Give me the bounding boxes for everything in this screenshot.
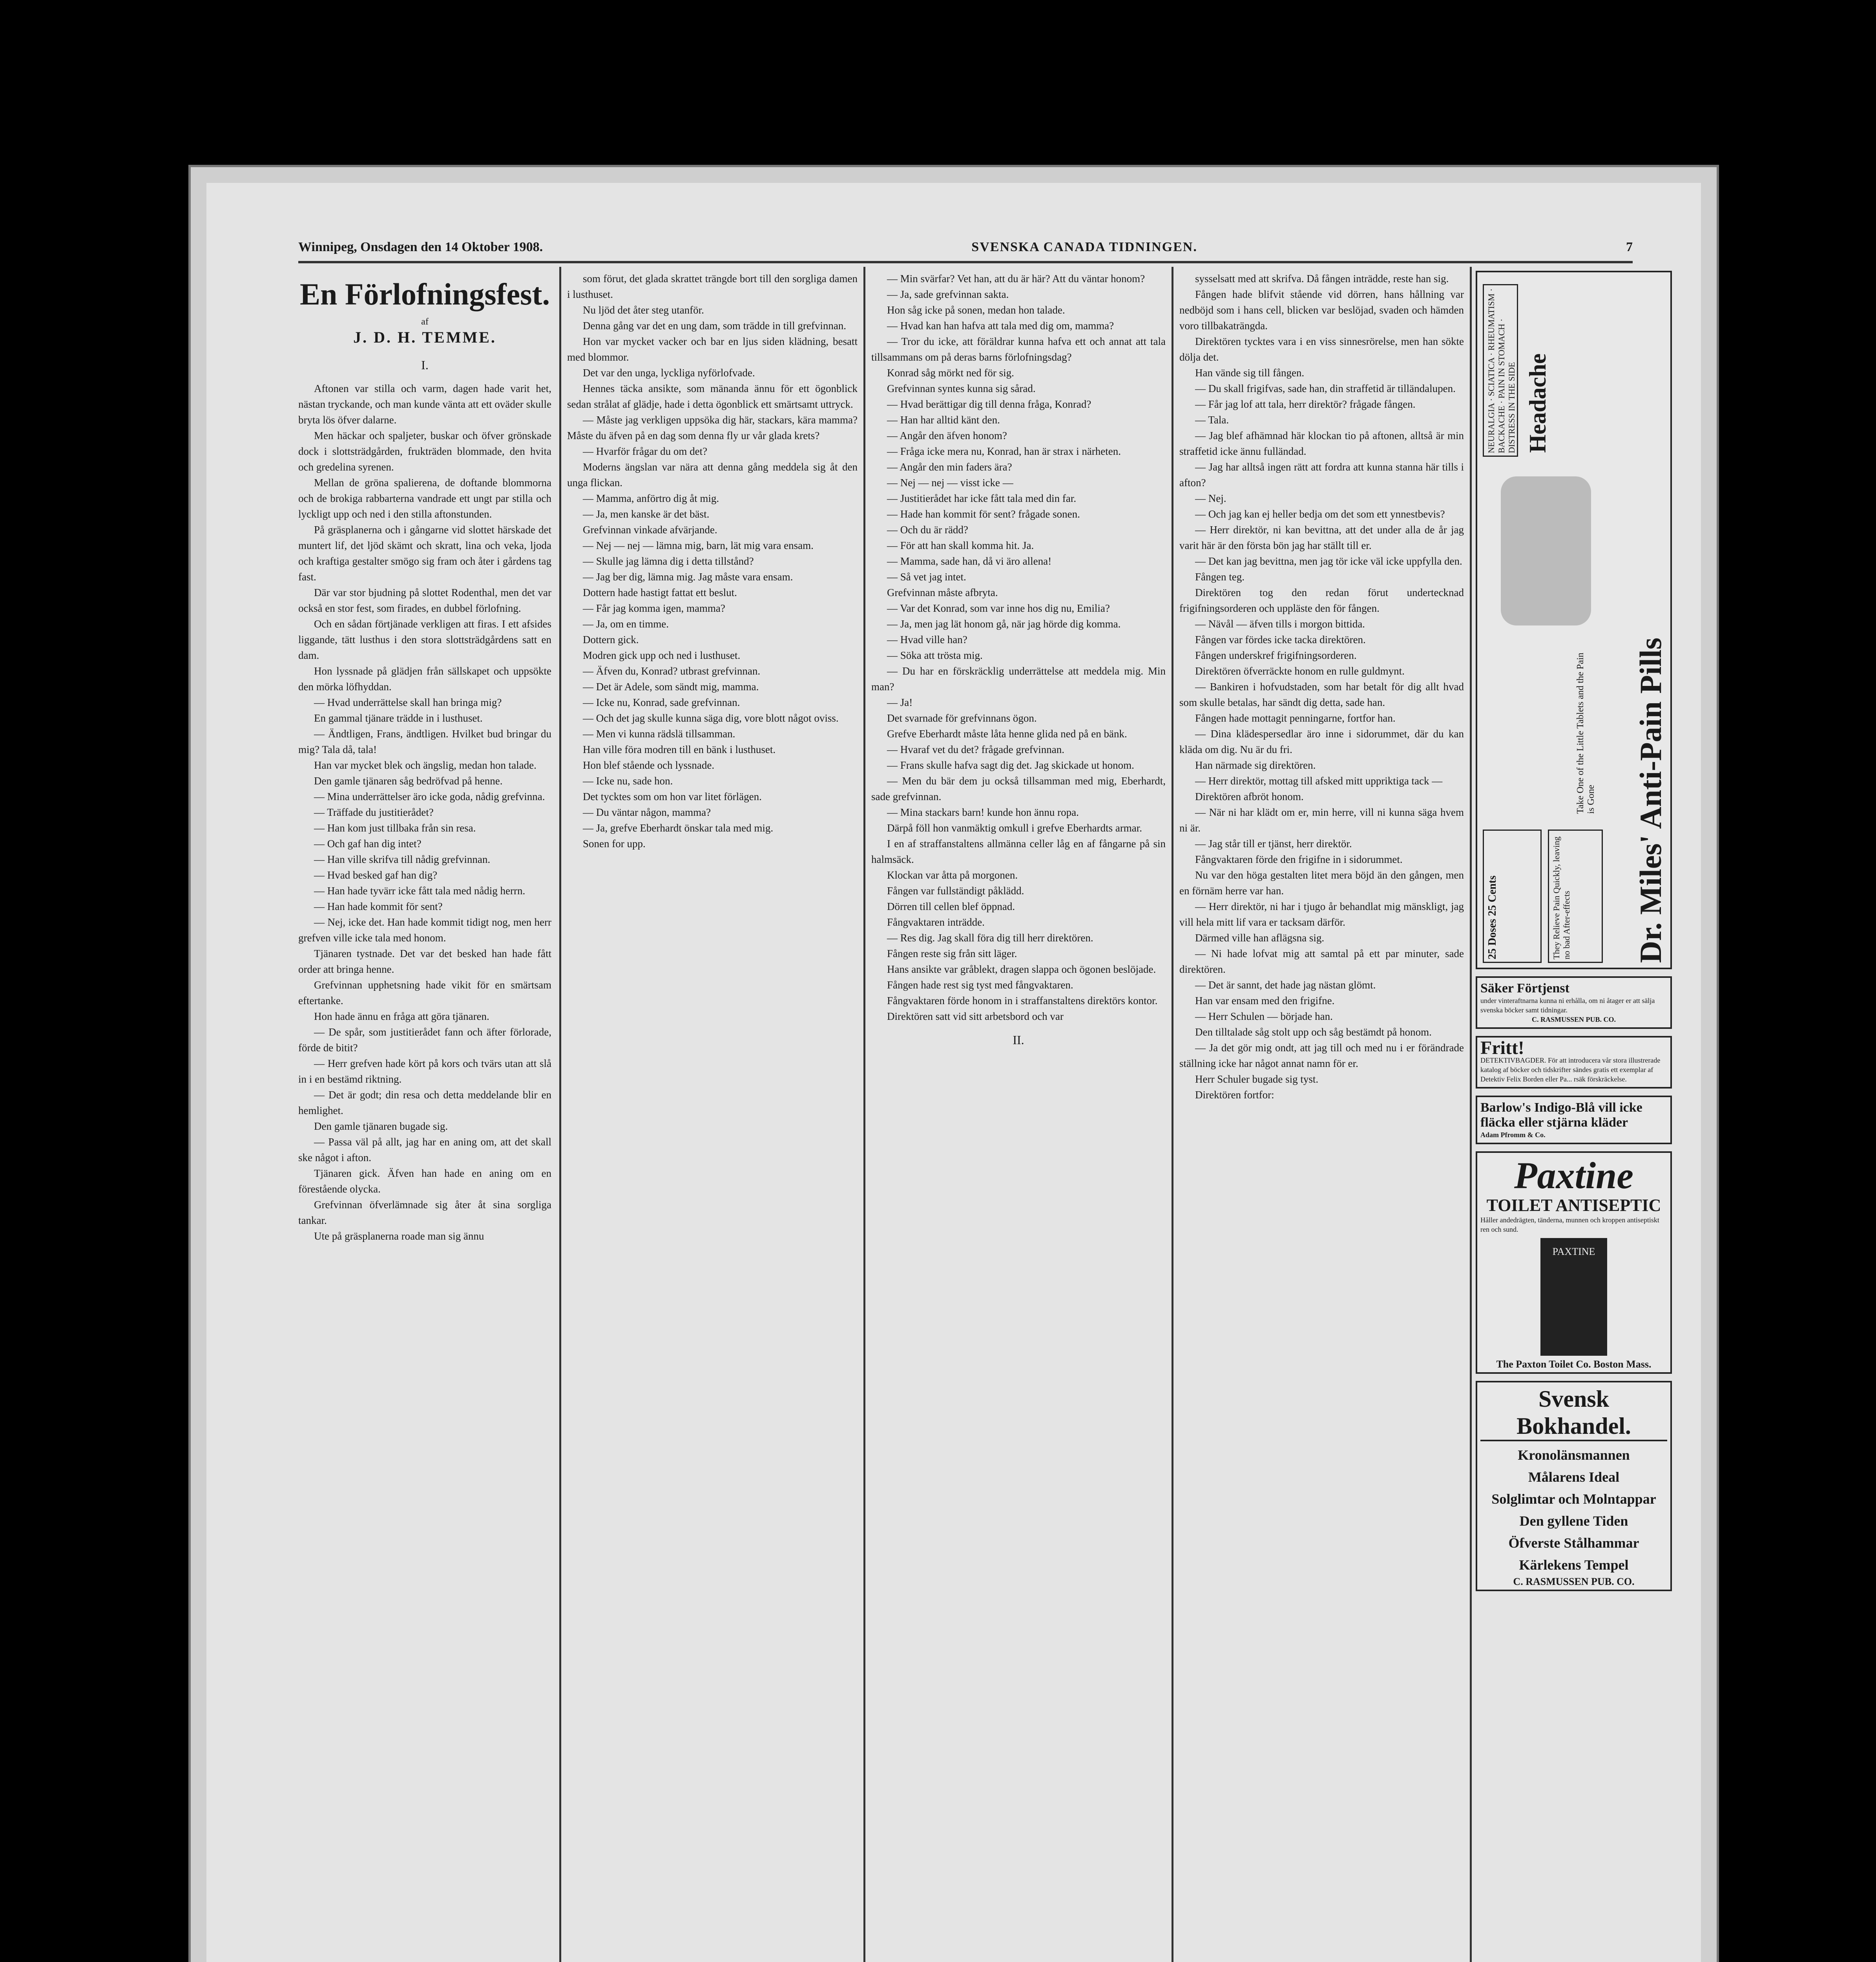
paragraph: Hennes täcka ansikte, som mänanda ännu för ett ögonblick sedan strålat af glädje, hade i detta ögonblick ett smärtsamt uttryck. [567, 383, 858, 410]
paragraph: Grefvinnan vinkade afvärjande. [583, 524, 717, 536]
paragraph: — Herr direktör, ni kan bevittna, att det under alla de år jag varit här är den första bön jag har ställt till er. [1179, 524, 1464, 551]
paragraph: Direktören tycktes vara i en viss sinnesrörelse, men han sökte dölja det. [1179, 336, 1464, 363]
paragraph: — Hvad ville han? [887, 634, 967, 645]
paragraph: — Herr direktör, mottag till afsked mitt uppriktiga tack — [1195, 775, 1443, 787]
paragraph: Direktören satt vid sitt arbetsbord och var [887, 1010, 1064, 1022]
paragraph: — Ja! [887, 697, 913, 708]
paragraph: — Han hade kommit för sent? [314, 901, 443, 912]
paxtine-ad [1476, 1151, 1672, 1374]
saker-fortjenst-ad [1476, 976, 1672, 1029]
paragraph: — Hvad underrättelse skall han bringa mig? [314, 697, 502, 708]
paragraph: Den tilltalade såg stolt upp och såg bestämdt på honom. [1195, 1026, 1432, 1038]
book-title: Målarens Ideal [1528, 1469, 1620, 1485]
paragraph: — Hvarför frågar du om det? [583, 445, 708, 457]
paragraph: Hon blef stående och lyssnade. [583, 759, 715, 771]
paragraph: — Angår den äfven honom? [887, 430, 1007, 441]
miles-brand: Dr. Miles' Anti-Pain Pills [1633, 637, 1668, 963]
paragraph: Hon var mycket vacker och bar en ljus siden klädning, besatt med blommor. [567, 336, 858, 363]
paragraph: En gammal tjänare trädde in i lusthuset. [314, 712, 483, 724]
paragraph: — Herr direktör, ni har i tjugo år behandlat mig mänskligt, jag vill hela mitt lif vara er tacksam därför. [1179, 901, 1464, 928]
hand-holding-box-illustration [1501, 476, 1591, 625]
paragraph: Hon lyssnade på glädjen från sällskapet och uppsökte den mörka löfhyddan. [298, 665, 551, 693]
column-text [871, 271, 1166, 1024]
paragraph: — Men vi kunna rädslä tillsamman. [583, 728, 735, 740]
book-title: Den gyllene Tiden [1519, 1513, 1628, 1529]
ad-publisher: C. RASMUSSEN PUB. CO. [1513, 1576, 1635, 1587]
paragraph: — När ni har klädt om er, min herre, vill ni kunna säga hvem ni är. [1179, 806, 1464, 834]
book-title: Öfverste Stålhammar [1508, 1535, 1639, 1551]
paragraph: — Ja, men jag lät honom gå, när jag hörde dig komma. [887, 618, 1121, 630]
paragraph: — Nej — nej — visst icke — [887, 477, 1013, 489]
paragraph: — Justitierådet har icke fått tala med din far. [887, 492, 1077, 504]
paragraph: — Mamma, anförtro dig åt mig. [583, 492, 719, 504]
paragraph: — Jag ber dig, lämna mig. Jag måste vara ensam. [583, 571, 793, 583]
paragraph: — Hvad kan han hafva att tala med dig om, mamma? [887, 320, 1114, 332]
paragraph: — Han kom just tillbaka från sin resa. [314, 822, 476, 834]
barlow-indigo-ad [1476, 1096, 1672, 1144]
paragraph: — Det är sannt, det hade jag nästan glömt. [1195, 979, 1376, 991]
paragraph: — Äfven du, Konrad? utbrast grefvinnan. [583, 665, 761, 677]
miles-pills-ad [1476, 271, 1672, 969]
paragraph: Sonen for upp. [583, 838, 646, 850]
paragraph: Han var mycket blek och ängslig, medan hon talade. [314, 759, 537, 771]
book-title: Kärlekens Tempel [1519, 1557, 1629, 1573]
ad-text: under vinteraftnarna kunna ni erhålla, om ni åtager er att sälja svenska böcker samt tidningar. [1480, 997, 1655, 1014]
ad-text: Håller andedrägten, tänderna, munnen och kroppen antiseptiskt ren och sund. [1480, 1216, 1659, 1233]
ad-title: Säker Förtjenst [1480, 981, 1569, 996]
paragraph: Grefve Eberhardt måste låta henne glida ned på en bänk. [887, 728, 1127, 740]
header-page-number: 7 [1626, 240, 1633, 254]
column-rule [1470, 267, 1472, 1962]
book-list [1480, 1447, 1667, 1573]
paragraph: — Ni hade lofvat mig att samtal på ett par minuter, sade direktören. [1179, 948, 1464, 975]
paragraph: — Herr Schulen — började han. [1195, 1010, 1333, 1022]
paragraph: Modren gick upp och ned i lusthuset. [583, 649, 741, 661]
paragraph: — Bankiren i hofvudstaden, som har betalt för dig allt hvad som skulle betalas, har sändt dig detta, sade han. [1179, 681, 1464, 708]
ad-maker: Adam Pfromm & Co. [1480, 1131, 1546, 1139]
paragraph: Klockan var åtta på morgonen. [887, 869, 1018, 881]
paragraph: — Frans skulle hafva sagt dig det. Jag skickade ut honom. [887, 759, 1134, 771]
book-title: Kronolänsmannen [1518, 1447, 1630, 1463]
article-column-1 [298, 271, 551, 1962]
paragraph: Hon hade ännu en fråga att göra tjänaren. [314, 1010, 489, 1022]
paragraph: Den gamle tjänaren bugade sig. [314, 1120, 448, 1132]
paragraph: Fången var fullständigt påklädd. [887, 885, 1024, 897]
bokhandel-title: Svensk Bokhandel. [1480, 1386, 1667, 1441]
paragraph: Den gamle tjänaren såg bedröfvad på henne. [314, 775, 503, 787]
paragraph: Han vände sig till fången. [1195, 367, 1305, 379]
ailments-list: NEURALGIA · SCIATICA · RHEUMATISM · BACKACHE · PAIN IN STOMACH · DISTRESS IN THE SIDE [1483, 284, 1518, 457]
column-text [1179, 271, 1464, 1103]
paragraph: Nu ljöd det åter steg utanför. [583, 304, 704, 316]
paragraph: Fångvaktaren förde den frigifne in i sidorummet. [1195, 853, 1403, 865]
paragraph: — Ja det gör mig ondt, att jag till och med nu i er förändrade ställning icke har något annat namn för er. [1179, 1042, 1464, 1069]
paragraph: Fången teg. [1195, 571, 1245, 583]
paragraph: — Herr grefven hade kört på kors och tvärs utan att slå in i en bestämd riktning. [298, 1058, 551, 1085]
paragraph: Grefvinnan syntes kunna sig sårad. [887, 383, 1036, 394]
paragraph: — Söka att trösta mig. [887, 649, 983, 661]
paragraph: — Hvaraf vet du det? frågade grefvinnan. [887, 744, 1065, 755]
header-rule [298, 261, 1633, 263]
column-rule [1172, 267, 1173, 1962]
dose-box: 25 Doses 25 Cents [1483, 830, 1542, 963]
paragraph: som förut, det glada skrattet trängde bort till den sorgliga damen i lusthuset. [567, 273, 858, 300]
paragraph: Direktören fortfor: [1195, 1089, 1274, 1101]
paragraph: Dottern hade hastigt fattat ett beslut. [583, 587, 737, 598]
paragraph: — Ja, grefve Eberhardt önskar tala med mig. [583, 822, 774, 834]
paragraph: — Det kan jag bevittna, men jag tör icke väl icke uppfylla den. [1195, 555, 1462, 567]
paragraph: Där var stor bjudning på slottet Rodenthal, men det var också en stor fest, som firades, en dubbel förlofning. [298, 587, 551, 614]
paragraph: — Passa väl på allt, jag har en aning om, att det skall ske något i afton. [298, 1136, 551, 1163]
chapter-heading: II. [1013, 1033, 1024, 1047]
paragraph: Det svarnade för grefvinnans ögon. [887, 712, 1037, 724]
paragraph: — Hade han kommit för sent? frågade sonen. [887, 508, 1080, 520]
column-text [298, 381, 551, 1244]
paragraph: Hon såg icke på sonen, medan hon talade. [887, 304, 1065, 316]
paragraph: Det tycktes som om hon var litet förlägen. [583, 791, 762, 802]
advertisement-column [1476, 271, 1672, 1962]
paxtine-brand: Paxtine [1514, 1154, 1633, 1196]
paragraph: Grefvinnan öfverlämnade sig åter åt sina sorgliga tankar. [298, 1199, 551, 1226]
paragraph: — Dina klädespersedlar äro inne i sidorummet, där du kan kläda om dig. Nu är du fri. [1179, 728, 1464, 755]
paragraph: Herr Schuler bugade sig tyst. [1195, 1073, 1319, 1085]
paxtine-box-illustration: PAXTINE [1540, 1238, 1607, 1356]
paragraph: — Han ville skrifva till nådig grefvinnan. [314, 853, 491, 865]
paragraph: — Jag har alltså ingen rätt att fordra att kunna stanna här tills i afton? [1179, 461, 1464, 489]
paragraph: Direktören tog den redan förut undertecknad frigifningsorderen och uppläste den för fången. [1179, 587, 1464, 614]
paragraph: — Var det Konrad, som var inne hos dig nu, Emilia? [887, 602, 1110, 614]
paragraph: — Och du är rädd? [887, 524, 968, 536]
paragraph: — Tror du icke, att föräldrar kunna hafva ett och annat att tala tillsammans om på deras barns förlofningsdag? [871, 336, 1166, 363]
paragraph: — Får jag komma igen, mamma? [583, 602, 725, 614]
ad-title: Barlow's Indigo-Blå vill icke fläcka eller stjärna kläder [1480, 1100, 1642, 1130]
paragraph: — Min svärfar? Vet han, att du är här? Att du väntar honom? [887, 273, 1145, 284]
paragraph: Det var den unga, lyckliga nyförlofvade. [583, 367, 755, 379]
paragraph: Han ville föra modren till en bänk i lusthuset. [583, 744, 776, 755]
paragraph: — Angår den min faders ära? [887, 461, 1012, 473]
paragraph: sysselsatt med att skrifva. Då fången inträdde, reste han sig. [1195, 273, 1449, 284]
paragraph: — Fråga icke mera nu, Konrad, han är strax i närheten. [887, 445, 1121, 457]
article-column-2 [567, 271, 858, 1962]
paragraph: Han var ensam med den frigifne. [1195, 995, 1335, 1007]
paragraph: — Han har alltid känt den. [887, 414, 1000, 426]
paragraph: Fångvaktaren inträdde. [887, 916, 985, 928]
paragraph: — Nej, icke det. Han hade kommit tidigt nog, men herr grefven ville icke tala med honom. [298, 916, 551, 944]
paragraph: — För att han skall komma hit. Ja. [887, 540, 1034, 551]
paragraph: — Måste jag verkligen uppsöka dig här, stackars, kära mamma? Måste du äfven på en dag som denna fly ur vår glada krets? [567, 414, 858, 441]
paragraph: Men häckar och spaljeter, buskar och öfver grönskade dock i slottsträdgården, frukträden blommade, den hvita och gredelina syrenen. [298, 430, 551, 473]
page-header [298, 235, 1633, 259]
paragraph: Därmed ville han aflägsna sig. [1195, 932, 1325, 944]
ad-maker: The Paxton Toilet Co. Boston Mass. [1496, 1358, 1652, 1370]
paragraph: — Ja, om en timme. [583, 618, 669, 630]
paragraph: Moderns ängslan var nära att denna gång meddela sig åt den unga flickan. [567, 461, 858, 489]
article-column-3 [871, 271, 1166, 1962]
paragraph: — Tala. [1195, 414, 1229, 426]
relief-box: They Relieve Pain Quickly, leaving no bad After-effects [1548, 830, 1603, 963]
paragraph: — Hvad berättigar dig till denna fråga, Konrad? [887, 398, 1091, 410]
fritt-ad [1476, 1036, 1672, 1089]
paragraph: Och en sådan förtjänade verkligen att firas. I ett afsides liggande, tätt lusthus i den stora slottsträdgårdens satt en dam. [298, 618, 551, 661]
paragraph: — Mina underrättelser äro icke goda, nådig grefvinna. [314, 791, 545, 802]
paragraph: Direktören öfverräckte honom en rulle guldmynt. [1195, 665, 1405, 677]
paragraph: Denna gång var det en ung dam, som trädde in till grefvinnan. [583, 320, 847, 332]
paragraph: — Det är godt; din resa och detta meddelande blir en hemlighet. [298, 1089, 551, 1116]
byline-prefix: af [421, 317, 429, 327]
paragraph: — Du skall frigifvas, sade han, din straffetid är tilländalupen. [1195, 383, 1456, 394]
paragraph: — Ja, sade grefvinnan sakta. [887, 288, 1009, 300]
paragraph: — Ja, men kanske är det bäst. [583, 508, 710, 520]
paragraph: Aftonen var stilla och varm, dagen hade varit het, nästan tryckande, och man kunde vänta att ett oväder skulle bryta lös öfver dalarne. [298, 383, 551, 426]
header-masthead: SVENSKA CANADA TIDNINGEN. [971, 240, 1197, 254]
ad-publisher: C. RASMUSSEN PUB. CO. [1531, 1016, 1616, 1023]
paragraph: — Träffade du justitierådet? [314, 806, 434, 818]
paragraph: Han närmade sig direktören. [1195, 759, 1316, 771]
column-rule [559, 267, 561, 1962]
paragraph: — Och jag kan ej heller bedja om det som ett ynnestbevis? [1195, 508, 1445, 520]
article-author: J. D. H. TEMME. [353, 328, 496, 346]
paragraph: — Mina stackars barn! kunde hon ännu ropa. [887, 806, 1079, 818]
paragraph: På gräsplanerna och i gångarne vid slottet härskade det muntert lif, det ljöd skämt och skratt, lina och veka, ljoda och kraftiga gestalter smögo sig fram och åter i gårdens tag fast. [298, 524, 551, 583]
paragraph: Dörren till cellen blef öppnad. [887, 901, 1015, 912]
paragraph: Direktören afbröt honom. [1195, 791, 1304, 802]
paragraph: — Icke nu, Konrad, sade grefvinnan. [583, 697, 740, 708]
ad-text: DETEKTIVBAGDER. För att introducera vår stora illustrerade katalog af böcker och tidskrifter sändes gratis ett exemplar af Detektiv Felix Borden eller Pa... rsäk förskräckelse. [1480, 1056, 1661, 1083]
ad-title: Fritt! [1480, 1038, 1524, 1058]
paragraph: Fången underskref frigifningsorderen. [1195, 649, 1357, 661]
paragraph: — Du har en förskräcklig underrättelse att meddela mig. Min man? [871, 665, 1166, 693]
paragraph: Dottern gick. [583, 634, 639, 645]
paragraph: Nu var den höga gestalten litet mera böjd än den gången, men en förnäm herre var han. [1179, 869, 1464, 897]
chapter-heading: I. [421, 358, 429, 372]
article-title: En Förlofningsfest. [299, 277, 550, 311]
paragraph: — Det är Adele, som sändt mig, mamma. [583, 681, 759, 693]
paragraph: — Skulle jag lämna dig i detta tillstånd? [583, 555, 754, 567]
paragraph: Fången var fördes icke tacka direktören. [1195, 634, 1366, 645]
paxtine-subtitle: TOILET ANTISEPTIC [1486, 1196, 1661, 1215]
header-dateline: Winnipeg, Onsdagen den 14 Oktober 1908. [298, 240, 543, 254]
paragraph: — Ändtligen, Frans, ändtligen. Hvilket bud bringar du mig? Tala då, tala! [298, 728, 551, 755]
paragraph: Tjänaren tystnade. Det var det besked han hade fått order att bringa henne. [298, 948, 551, 975]
paragraph: Fångvaktaren förde honom in i straffanstaltens direktörs kontor. [887, 995, 1158, 1007]
paragraph: — Mamma, sade han, då vi äro allena! [887, 555, 1052, 567]
paragraph: — Nävål — äfven tills i morgon bittida. [1195, 618, 1365, 630]
paragraph: — De spår, som justitierådet fann och äfter förlorade, förde de bitit? [298, 1026, 551, 1054]
paragraph: — Du väntar någon, mamma? [583, 806, 711, 818]
paragraph: I en af straffanstaltens allmänna celler låg en af fångarne på sin halmsäck. [871, 838, 1166, 865]
paragraph: Fången hade blifvit stående vid dörren, hans hållning var nedböjd som i hans cell, blicken var beslöjad, svaden och hämden voro tillbakaträngda. [1179, 288, 1464, 332]
miles-subtitle: Headache [1525, 353, 1551, 453]
paragraph: — Men du bär dem ju också tillsamman med mig, Eberhardt, sade grefvinnan. [871, 775, 1166, 802]
paragraph: Grefvinnan upphetsning hade vikit för en smärtsam eftertanke. [298, 979, 551, 1007]
paragraph: — Och det jag skulle kunna säga dig, vore blott något oviss. [583, 712, 839, 724]
paragraph: — Jag blef afhämnad här klockan tio på aftonen, alltså är min straffetid icke ännu fulländad. [1179, 430, 1464, 457]
paragraph: — Res dig. Jag skall föra dig till herr direktören. [887, 932, 1093, 944]
paragraph: — Jag står till er tjänst, herr direktör. [1195, 838, 1352, 850]
column-text [567, 271, 858, 852]
paragraph: — Och gaf han dig intet? [314, 838, 422, 850]
paragraph: Därpå föll hon vanmäktig omkull i grefve Eberhardts armar. [887, 822, 1142, 834]
column-rule [863, 267, 865, 1962]
miles-slogan: Take One of the Little Tablets and the Pain is Gone [1575, 653, 1596, 814]
paragraph: — Icke nu, sade hon. [583, 775, 673, 787]
paragraph: Tjänaren gick. Äfven han hade en aning om en förestående olycka. [298, 1167, 551, 1195]
paragraph: — Får jag lof att tala, herr direktör? frågade fången. [1195, 398, 1416, 410]
paragraph: Hans ansikte var gråblekt, dragen slappa och ögonen beslöjade. [887, 963, 1156, 975]
paragraph: — Så vet jag intet. [887, 571, 966, 583]
paragraph: Mellan de gröna spalierena, de doftande blommorna och de brokiga rabbarterna vandrade ett ungt par stilla och lyckligt upp och ned i den stilla aftonstunden. [298, 477, 551, 520]
paragraph: — Han hade tyvärr icke fått tala med nådig herrn. [314, 885, 526, 897]
paragraph: — Hvad besked gaf han dig? [314, 869, 438, 881]
article-column-4 [1179, 271, 1464, 1962]
book-title: Solglimtar och Molntappar [1491, 1491, 1656, 1507]
bokhandel-ad [1476, 1381, 1672, 1591]
paragraph: — Nej. [1195, 492, 1226, 504]
paragraph: — Nej — nej — lämna mig, barn, lät mig vara ensam. [583, 540, 814, 551]
paragraph: Fången reste sig från sitt läger. [887, 948, 1017, 959]
paragraph: Konrad såg mörkt ned för sig. [887, 367, 1014, 379]
paragraph: Ute på gräsplanerna roade man sig ännu [314, 1230, 484, 1242]
paragraph: Fången hade rest sig tyst med fångvaktaren. [887, 979, 1073, 991]
paragraph: Fången hade mottagit penningarne, fortfor han. [1195, 712, 1396, 724]
paragraph: Grefvinnan måste afbryta. [887, 587, 998, 598]
